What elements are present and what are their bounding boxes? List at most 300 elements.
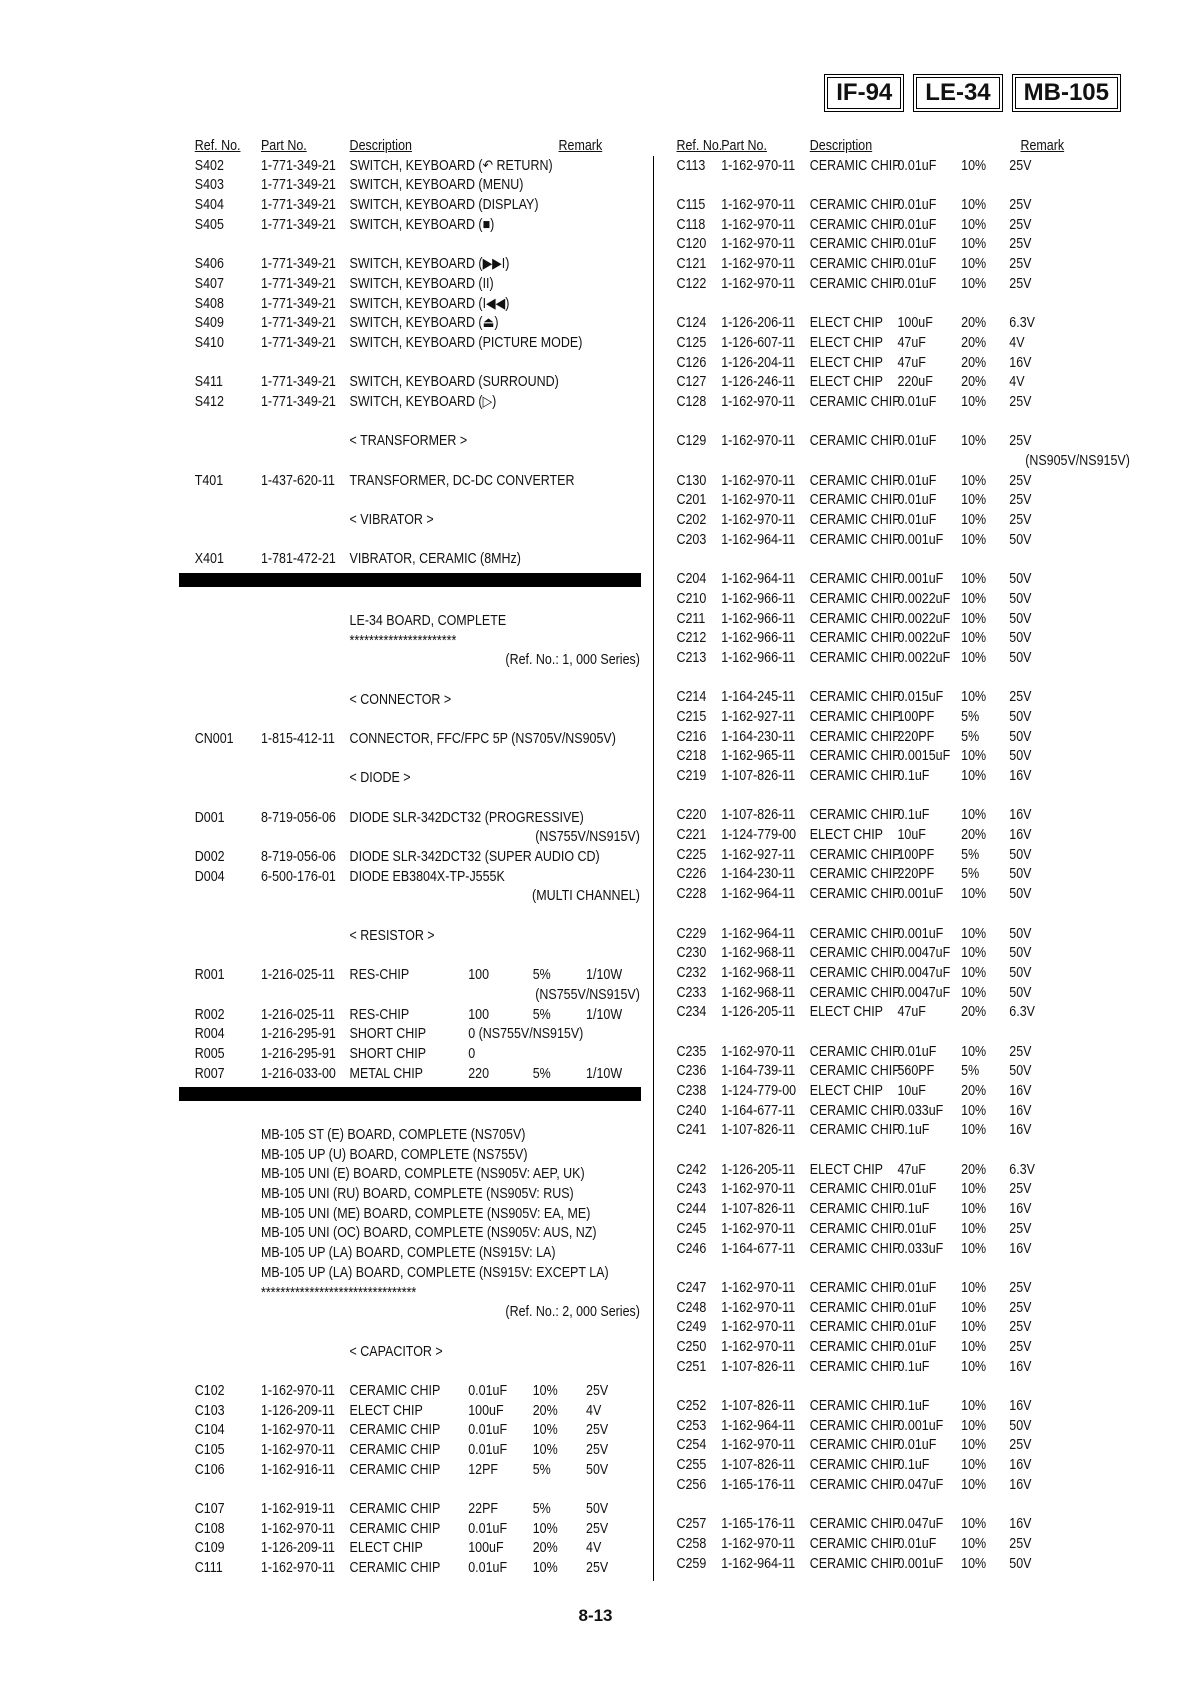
part-row: [181, 511, 640, 531]
part-row: [661, 1417, 1130, 1437]
rating: 25V: [1009, 393, 1032, 410]
value: 100PF: [897, 846, 935, 863]
model-tag: LE-34: [913, 74, 1002, 112]
ref-no: C246: [676, 1240, 707, 1257]
part-no: 1-162-970-11: [260, 1382, 335, 1399]
spacer-row: [181, 671, 640, 691]
part-no: 1-815-412-11: [260, 730, 335, 747]
part-no: 1-165-176-11: [721, 1476, 796, 1493]
part-row: [661, 1220, 1130, 1240]
tolerance: 10%: [961, 748, 987, 765]
ref-no: C235: [676, 1043, 707, 1060]
part-row: [181, 1284, 640, 1304]
rating: 25V: [1009, 197, 1032, 214]
part-row: [181, 196, 640, 216]
ref-no: C229: [676, 925, 707, 942]
part-row: [661, 865, 1130, 885]
ref-no: C215: [676, 708, 707, 725]
spacer-row: [661, 1495, 1130, 1515]
ref-no: C106: [194, 1461, 225, 1478]
ref-no: C244: [676, 1201, 707, 1218]
description: CERAMIC CHIP: [809, 590, 901, 607]
ref-no: C126: [676, 354, 707, 371]
part-no: 1-162-970-11: [721, 492, 796, 509]
part-no: 1-162-970-11: [721, 472, 796, 489]
ref-no: C210: [676, 590, 707, 607]
description: ELECT CHIP: [809, 1083, 884, 1099]
description: ELECT CHIP: [809, 827, 884, 844]
ref-no: C234: [676, 1004, 707, 1021]
ref-no: C109: [194, 1540, 225, 1557]
part-no: 1-771-349-21: [260, 157, 336, 174]
spacer-row: [661, 787, 1130, 807]
part-no: 1-771-349-21: [260, 315, 336, 332]
part-row: [181, 1185, 640, 1205]
description: CERAMIC CHIP: [809, 1398, 901, 1414]
part-row: [661, 629, 1130, 649]
part-row: [661, 964, 1130, 984]
part-no: 1-162-970-11: [721, 1279, 796, 1296]
remark-row: [181, 828, 640, 848]
part-no: 1-162-927-11: [721, 846, 796, 863]
column-header-row: [661, 137, 1130, 157]
header-part-no: Part No.: [721, 138, 767, 154]
description: ELECT CHIP: [809, 1004, 884, 1021]
part-row: [181, 1244, 640, 1264]
part-row: [661, 885, 1130, 905]
description: CERAMIC CHIP: [809, 1358, 901, 1375]
spacer-row: [181, 907, 640, 927]
ref-no: C259: [676, 1555, 707, 1572]
tolerance: 10%: [961, 1220, 987, 1237]
description: CERAMIC CHIP: [349, 1382, 441, 1399]
rating: 25V: [586, 1422, 609, 1439]
rating: 16V: [1009, 827, 1032, 844]
description: CERAMIC CHIP: [809, 886, 901, 903]
spacer-row: [181, 491, 640, 511]
remark-row: [181, 986, 640, 1006]
tolerance: 20%: [532, 1402, 558, 1419]
ref-no: S405: [194, 216, 224, 233]
value: 47uF: [897, 1161, 926, 1178]
tolerance: 10%: [961, 1102, 987, 1119]
part-no: 1-107-826-11: [721, 1398, 796, 1414]
part-no: 1-437-620-11: [260, 472, 335, 489]
description: CERAMIC CHIP: [809, 866, 901, 883]
remark-row: [181, 1303, 640, 1323]
description: CERAMIC CHIP: [809, 1220, 901, 1237]
value: 0.01uF: [897, 512, 937, 529]
page-number: 8-13: [578, 1606, 613, 1625]
tolerance: 10%: [961, 1181, 987, 1198]
right-parts-column: [661, 137, 1131, 1574]
header-ref-no: Ref. No.: [194, 138, 241, 154]
ref-no: T401: [194, 472, 224, 489]
tolerance: 10%: [961, 1437, 987, 1454]
description: METAL CHIP: [349, 1065, 424, 1082]
ref-no: CN001: [194, 730, 234, 747]
rating: 1/10W: [586, 967, 623, 984]
value: 0.01uF: [897, 236, 937, 253]
part-no: MB-105 UP (LA) BOARD, COMPLETE (NS915V: EXCEPT LA): [260, 1264, 609, 1281]
remark-text: (NS755V/NS915V): [535, 829, 640, 846]
ref-no: R005: [194, 1045, 225, 1062]
part-no: 1-124-779-00: [721, 827, 797, 844]
value: 0.1uF: [897, 768, 930, 784]
tolerance: 10%: [961, 157, 987, 174]
ref-no: C256: [676, 1476, 707, 1493]
rating: 16V: [1009, 1083, 1032, 1099]
rating: 50V: [1009, 531, 1032, 548]
description: CERAMIC CHIP: [809, 1476, 901, 1493]
tolerance: 20%: [961, 374, 987, 391]
part-no: 1-107-826-11: [721, 768, 796, 784]
rating: 25V: [1009, 157, 1032, 174]
part-no: 8-719-056-06: [260, 809, 336, 826]
ref-no: C122: [676, 275, 707, 292]
value: 0.001uF: [897, 531, 944, 548]
description: CERAMIC CHIP: [809, 393, 901, 410]
part-no: MB-105 UNI (RU) BOARD, COMPLETE (NS905V: RUS): [260, 1186, 574, 1203]
rating: 1/10W: [586, 1065, 623, 1082]
description: CERAMIC CHIP: [809, 1319, 901, 1336]
description: CERAMIC CHIP: [809, 256, 901, 273]
part-no: 1-162-970-11: [721, 1535, 796, 1552]
value: 0.01uF: [897, 1181, 937, 1198]
tolerance: 10%: [961, 807, 987, 824]
description: CERAMIC CHIP: [809, 1299, 901, 1316]
part-row: [661, 1121, 1130, 1141]
description: DIODE SLR-342DCT32 (PROGRESSIVE): [349, 809, 584, 826]
description: CERAMIC CHIP: [809, 1516, 901, 1533]
description: < CONNECTOR >: [349, 691, 452, 708]
part-row: [661, 688, 1130, 708]
rating: 50V: [1009, 1417, 1032, 1434]
ref-no: C251: [676, 1358, 707, 1375]
part-row: [661, 826, 1130, 846]
description: CERAMIC CHIP: [349, 1520, 441, 1537]
description: CERAMIC CHIP: [349, 1461, 441, 1478]
value: 0.001uF: [897, 1417, 944, 1434]
part-row: [181, 1146, 640, 1166]
tolerance: 10%: [961, 1279, 987, 1296]
ref-no: C124: [676, 315, 707, 332]
spacer-row: [661, 1141, 1130, 1161]
ref-no: C233: [676, 984, 707, 1001]
ref-no: R007: [194, 1065, 225, 1082]
spacer-row: [181, 710, 640, 730]
spacer-row: [661, 905, 1130, 925]
part-row: [661, 944, 1130, 964]
part-no: 1-164-677-11: [721, 1102, 796, 1119]
header-remark: Remark: [1020, 138, 1065, 154]
spacer-row: [181, 1323, 640, 1343]
part-no: 1-162-970-11: [721, 1181, 796, 1198]
tolerance: 10%: [961, 256, 987, 273]
tolerance: 10%: [961, 886, 987, 903]
ref-no: C218: [676, 748, 707, 765]
part-no: 1-162-970-11: [260, 1422, 335, 1439]
part-no: 1-126-205-11: [721, 1004, 796, 1021]
part-no: MB-105 UNI (ME) BOARD, COMPLETE (NS905V: EA, ME): [260, 1205, 591, 1222]
remark-text: (NS905V/NS915V): [1025, 453, 1130, 469]
part-row: [181, 472, 640, 492]
tolerance: 10%: [961, 964, 987, 981]
description: ELECT CHIP: [809, 374, 884, 391]
tolerance: 10%: [961, 512, 987, 529]
header-description: Description: [809, 138, 873, 154]
part-no: 1-165-176-11: [721, 1516, 796, 1533]
ref-no: S411: [194, 374, 223, 391]
ref-no: C201: [676, 492, 707, 509]
description: SWITCH, KEYBOARD (II): [349, 275, 494, 292]
part-no: 1-164-230-11: [721, 728, 796, 745]
value: 0 (NS755V/NS915V): [468, 1026, 584, 1043]
header-remark: Remark: [558, 138, 603, 154]
part-no: 1-162-968-11: [721, 984, 796, 1001]
ref-no: C129: [676, 433, 707, 450]
description: VIBRATOR, CERAMIC (8MHz): [349, 551, 521, 568]
tolerance: 10%: [961, 768, 987, 784]
spacer-row: [661, 550, 1130, 570]
tolerance: 10%: [961, 649, 987, 666]
part-no: 8-719-056-06: [260, 849, 336, 866]
part-no: 1-126-209-11: [260, 1402, 335, 1419]
part-no: 1-162-964-11: [721, 531, 796, 548]
part-row: [181, 1264, 640, 1284]
part-row: [661, 708, 1130, 728]
description: CERAMIC CHIP: [809, 472, 901, 489]
rating: 25V: [1009, 472, 1032, 489]
value: 0.033uF: [897, 1102, 944, 1119]
description: CERAMIC CHIP: [809, 571, 901, 588]
rating: 50V: [1009, 728, 1032, 745]
section-separator-bar: [179, 1087, 641, 1101]
rating: 50V: [586, 1461, 609, 1478]
part-no: 1-216-025-11: [260, 1006, 335, 1023]
description: CERAMIC CHIP: [809, 275, 901, 292]
part-row: [181, 612, 640, 632]
part-no: 1-162-970-11: [721, 512, 796, 529]
description: SWITCH, KEYBOARD (SURROUND): [349, 374, 559, 391]
ref-no: C245: [676, 1220, 707, 1237]
part-row: [661, 1476, 1130, 1496]
tolerance: 10%: [961, 236, 987, 253]
rating: 4V: [1009, 334, 1025, 351]
part-no: 1-162-968-11: [721, 964, 796, 981]
part-row: [661, 472, 1130, 492]
ref-no: C220: [676, 807, 707, 824]
rating: 16V: [1009, 1398, 1032, 1414]
description: CERAMIC CHIP: [809, 197, 901, 214]
description: ELECT CHIP: [809, 334, 884, 351]
part-row: [181, 176, 640, 196]
part-row: [661, 432, 1130, 452]
part-row: [181, 1006, 640, 1026]
ref-no: C130: [676, 472, 707, 489]
ref-no: C214: [676, 689, 707, 706]
description: CERAMIC CHIP: [809, 846, 901, 863]
part-row: [181, 255, 640, 275]
part-no: 1-162-964-11: [721, 925, 796, 942]
part-row: [661, 511, 1130, 531]
header-description: Description: [349, 138, 412, 154]
description: CERAMIC CHIP: [809, 1122, 901, 1139]
value: 47uF: [897, 354, 926, 371]
part-row: [661, 570, 1130, 590]
rating: 25V: [1009, 1319, 1032, 1336]
rating: 25V: [586, 1560, 609, 1577]
rating: 50V: [586, 1501, 609, 1518]
value: 0.0022uF: [897, 649, 951, 666]
tolerance: 10%: [532, 1422, 558, 1439]
part-row: [661, 1456, 1130, 1476]
part-no: 1-771-349-21: [260, 393, 336, 410]
rating: 25V: [1009, 1437, 1032, 1454]
value: 0.01uF: [468, 1382, 508, 1399]
ref-no: C230: [676, 945, 707, 962]
value: 220: [468, 1065, 490, 1082]
ref-no: C104: [194, 1422, 225, 1439]
ref-no: C213: [676, 649, 707, 666]
part-no: 1-216-033-00: [260, 1065, 336, 1082]
part-row: [181, 632, 640, 652]
part-row: [661, 806, 1130, 826]
value: 0.0047uF: [897, 964, 951, 981]
value: 0.1uF: [897, 1358, 930, 1375]
value: 0.001uF: [897, 571, 944, 588]
description: TRANSFORMER, DC-DC CONVERTER: [349, 472, 575, 489]
part-row: [181, 275, 640, 295]
value: 0.01uF: [897, 433, 937, 450]
value: 0.015uF: [897, 689, 944, 706]
part-no: 1-107-826-11: [721, 1358, 796, 1375]
rating: 50V: [1009, 886, 1032, 903]
value: 0.1uF: [897, 1122, 930, 1139]
tolerance: 10%: [961, 590, 987, 607]
ref-no: C113: [676, 157, 706, 174]
rating: 4V: [1009, 374, 1025, 391]
description: CERAMIC CHIP: [809, 531, 901, 548]
tolerance: 20%: [532, 1540, 558, 1557]
tolerance: 5%: [532, 1006, 551, 1023]
part-no: 1-126-607-11: [721, 334, 796, 351]
rating: 6.3V: [1009, 1161, 1035, 1178]
part-row: [181, 550, 640, 570]
part-no: ********************************: [260, 1284, 417, 1301]
tolerance: 10%: [961, 1516, 987, 1533]
part-no: 1-162-966-11: [721, 610, 796, 627]
description: CERAMIC CHIP: [809, 1201, 901, 1218]
part-row: [661, 1318, 1130, 1338]
value: 0.001uF: [897, 925, 944, 942]
ref-no: C253: [676, 1417, 707, 1434]
ref-no: D002: [194, 849, 225, 866]
part-row: [661, 1062, 1130, 1082]
part-row: [661, 1515, 1130, 1535]
part-row: [181, 1500, 640, 1520]
description: CERAMIC CHIP: [809, 236, 901, 253]
ref-no: C247: [676, 1279, 707, 1296]
spacer-row: [181, 750, 640, 770]
part-no: 1-162-970-11: [721, 275, 796, 292]
part-row: [181, 691, 640, 711]
ref-no: C102: [194, 1382, 225, 1399]
value: 0.001uF: [897, 1555, 944, 1572]
part-row: [661, 747, 1130, 767]
ref-no: C243: [676, 1181, 707, 1198]
part-no: 1-107-826-11: [721, 1122, 796, 1139]
spacer-row: [181, 947, 640, 967]
part-no: 1-124-779-00: [721, 1083, 797, 1099]
description: **********************: [349, 632, 457, 649]
part-no: 1-107-826-11: [721, 1457, 796, 1474]
description: CERAMIC CHIP: [809, 1181, 901, 1198]
part-no: 1-126-204-11: [721, 354, 796, 371]
part-row: [661, 1358, 1130, 1378]
part-no: 1-771-349-21: [260, 275, 336, 292]
description: CERAMIC CHIP: [809, 1063, 901, 1080]
ref-no: R001: [194, 967, 225, 984]
part-no: 1-164-677-11: [721, 1240, 796, 1257]
tolerance: 10%: [961, 689, 987, 706]
tolerance: 20%: [961, 354, 987, 371]
spacer-row: [181, 1480, 640, 1500]
part-row: [661, 354, 1130, 374]
part-row: [661, 1299, 1130, 1319]
description: DIODE SLR-342DCT32 (SUPER AUDIO CD): [349, 849, 600, 866]
part-row: [661, 491, 1130, 511]
part-no: 1-162-964-11: [721, 1417, 796, 1434]
rating: 25V: [1009, 433, 1032, 450]
spacer-row: [181, 413, 640, 433]
rating: 25V: [1009, 1299, 1032, 1316]
description: CERAMIC CHIP: [809, 433, 901, 450]
part-row: [661, 255, 1130, 275]
tolerance: 10%: [532, 1520, 558, 1537]
part-row: [661, 1200, 1130, 1220]
ref-no: C216: [676, 728, 707, 745]
description: CERAMIC CHIP: [809, 1102, 901, 1119]
description: CERAMIC CHIP: [809, 512, 901, 529]
tolerance: 10%: [961, 275, 987, 292]
value: 220PF: [897, 866, 935, 883]
part-no: 1-162-970-11: [721, 216, 796, 233]
value: 0.01uF: [897, 1220, 937, 1237]
part-row: [181, 1402, 640, 1422]
part-no: 1-162-919-11: [260, 1501, 335, 1518]
ref-no: C248: [676, 1299, 707, 1316]
part-no: MB-105 ST (E) BOARD, COMPLETE (NS705V): [260, 1127, 526, 1143]
value: 0.0047uF: [897, 984, 951, 1001]
part-row: [181, 1559, 640, 1579]
part-row: [661, 590, 1130, 610]
ref-no: C121: [676, 256, 707, 273]
tolerance: 5%: [961, 728, 980, 745]
ref-no: C111: [194, 1560, 223, 1577]
part-row: [661, 531, 1130, 551]
value: 100uF: [468, 1402, 504, 1419]
description: CERAMIC CHIP: [809, 216, 901, 233]
part-no: 1-771-349-21: [260, 374, 336, 391]
spacer-row: [181, 789, 640, 809]
value: 0.01uF: [897, 393, 937, 410]
value: 12PF: [468, 1461, 499, 1478]
description: CONNECTOR, FFC/FPC 5P (NS705V/NS905V): [349, 730, 616, 747]
description: SHORT CHIP: [349, 1045, 427, 1062]
value: 0.1uF: [897, 1457, 930, 1474]
description: CERAMIC CHIP: [809, 807, 901, 824]
